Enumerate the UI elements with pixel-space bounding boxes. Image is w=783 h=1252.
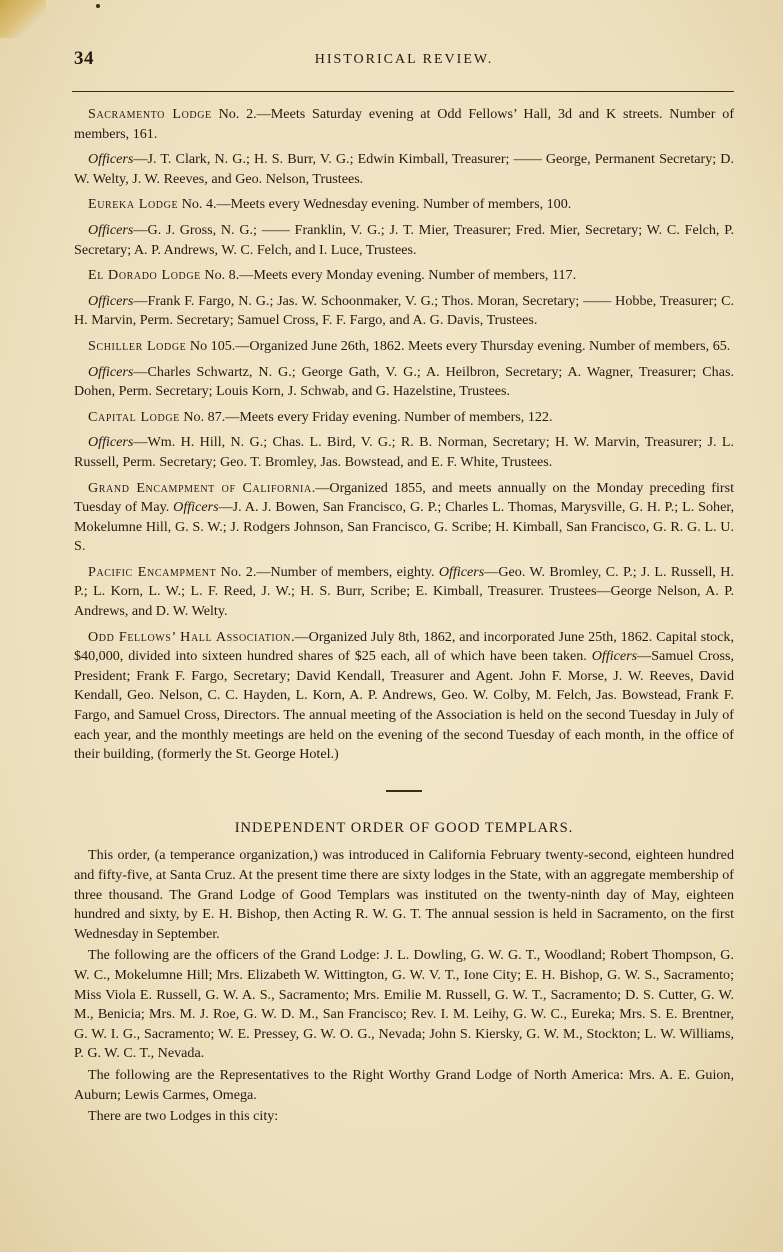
lodge-paragraph: Capital Lodge No. 87.—Meets every Friday evening. Number of members, 122. <box>88 408 553 425</box>
page-corner-fold <box>0 0 46 38</box>
templars-section <box>74 846 734 1126</box>
running-head: HISTORICAL REVIEW. <box>314 52 494 67</box>
lodge-officers: Officers—Frank F. Fargo, N. G.; Jas. W. Schoonmaker, V. G.; Thos. Moran, Secretary; —— Hobbe, Treasurer; C. H. Marvin, Perm. Secretary; Samuel Cross, F. F. Fargo, and A. G. Davis, Trustees. <box>74 292 734 329</box>
section-divider <box>386 790 422 792</box>
page-body <box>74 105 734 1129</box>
body-paragraph: This order, (a temperance organization,) was introduced in California February twenty-second, eighteen hundred and fifty-five, at Santa Cruz. At the present time there are sixty lodges in the State, with an aggregate membership of three thousand. The Grand Lodge of Good Templars was instituted on the twenty-ninth day of May, eighteen hundred and sixty, by E. H. Bishop, then Acting R. W. G. T. The annual session is held in Sacramento, on the first Wednesday in September. <box>74 847 734 942</box>
hall-association-paragraph: Odd Fellows’ Hall Association.—Organized July 8th, 1862, and incorporated June 25th, 1862. Capital stock, $40,000, divided into sixteen hundred shares of $25 each, all of which have been taken. Officers—Samuel Cross, President; Frank F. Fargo, Secretary; David Kendall, Treasurer and Agent. John F. Morse, J. W. Reeves, David Kendall, Geo. Nelson, C. C. Hayden, L. Korn, A. P. Andrews, Geo. W. Colby, M. Felch, Jas. Bowstead, Frank F. Fargo, and Samuel Cross, Directors. The annual meeting of the Association is held on the second Tuesday in July of each year, and the monthly meetings are held on the evening of the second Tuesday of each month, in the office of their building, (formerly the St. George Hotel.) <box>74 628 735 763</box>
lodge-officers: Officers—J. T. Clark, N. G.; H. S. Burr, V. G.; Edwin Kimball, Treasurer; —— George, Permanent Secretary; D. W. Welty, J. W. Reeves, and Geo. Nelson, Trustees. <box>74 151 734 187</box>
body-paragraph: There are two Lodges in this city: <box>88 1108 279 1125</box>
lodge-officers: Officers—Wm. H. Hill, N. G.; Chas. L. Bird, V. G.; R. B. Norman, Secretary; H. W. Marvin, Treasurer; J. L. Russell, Perm. Secretary; Geo. T. Bromley, Jas. Bowstead, and E. F. White, Trustees. <box>74 434 734 470</box>
section-title: INDEPENDENT ORDER OF GOOD TEMPLARS. <box>234 819 574 836</box>
grand-encampment-paragraph: Grand Encampment of California.—Organized 1855, and meets annually on the Monday preceding first Tuesday of May. Officers—J. A. J. Bowen, San Francisco, G. P.; Charles L. Thomas, Marysville, G. H. P.; L. Soher, Mokelumne Hill, G. S. W.; J. Rodgers Johnson, San Francisco, G. Scribe; H. Kimball, San Francisco, G. R. G. L. U. S. <box>74 479 735 555</box>
body-paragraph: The following are the officers of the Grand Lodge: J. L. Dowling, G. W. G. T., Woodland; Robert Thompson, G. W. C., Mokelumne Hill; Mrs. Elizabeth W. Wittington, G. W. V. T., Ione City; E. H. Bishop, G. W. S., Sacramento; Miss Viola E. Russell, G. W. A. S., Sacramento; Mrs. Emilie M. Russell, G. W. T., Sacramento; D. S. Cutter, G. W. M., Benicia; Mrs. M. J. Roe, G. W. D. M., San Francisco; Rev. I. M. Leihy, G. W. C., Eureka; Mrs. S. E. Brentner, G. W. I. G., Sacramento; W. E. Pressey, G. W. O. G., Nevada; John S. Kiersky, G. W. M., Stockton; L. W. Williams, P. G. W. C. T., Nevada. <box>74 947 734 1062</box>
lodge-paragraph: Sacramento Lodge No. 2.—Meets Saturday evening at Odd Fellows’ Hall, 3d and K streets. Number of members, 161. <box>74 106 735 142</box>
lodge-paragraph: Eureka Lodge No. 4.—Meets every Wednesday evening. Number of members, 100. <box>88 196 572 213</box>
ink-speck <box>96 4 100 8</box>
lodge-paragraph: Schiller Lodge No 105.—Organized June 26th, 1862. Meets every Thursday evening. Number of members, 65. <box>88 337 731 354</box>
page-header <box>74 48 734 72</box>
page-number: 34 <box>74 48 94 69</box>
lodge-officers: Officers—G. J. Gross, N. G.; —— Franklin, V. G.; J. T. Mier, Treasurer; Fred. Mier, Secretary; W. C. Felch, P. Secretary; A. P. Andrews, W. C. Felch, and I. Luce, Trustees. <box>74 221 734 258</box>
lodge-officers: Officers—Charles Schwartz, N. G.; George Gath, V. G.; A. Heilbron, Secretary; A. Wagner, Treasurer; Chas. Dohen, Perm. Secretary; Louis Korn, J. Schwab, and G. Hazelstine, Trustees. <box>74 363 734 400</box>
pacific-encampment-paragraph: Pacific Encampment No. 2.—Number of members, eighty. Officers—Geo. W. Bromley, C. P.; J. L. Russell, H. P.; L. Korn, L. W.; L. F. Reed, J. W.; H. S. Burr, Scribe; E. Kimball, Treasurer. Trustees—George Nelson, A. P. Andrews, and D. W. Welty. <box>74 563 735 620</box>
body-paragraph: The following are the Representatives to the Right Worthy Grand Lodge of North America: Mrs. A. E. Guion, Auburn; Lewis Carmes, Omega. <box>74 1066 734 1103</box>
lodge-paragraph: El Dorado Lodge No. 8.—Meets every Monday evening. Number of members, 117. <box>88 267 577 284</box>
header-rule <box>72 91 734 92</box>
